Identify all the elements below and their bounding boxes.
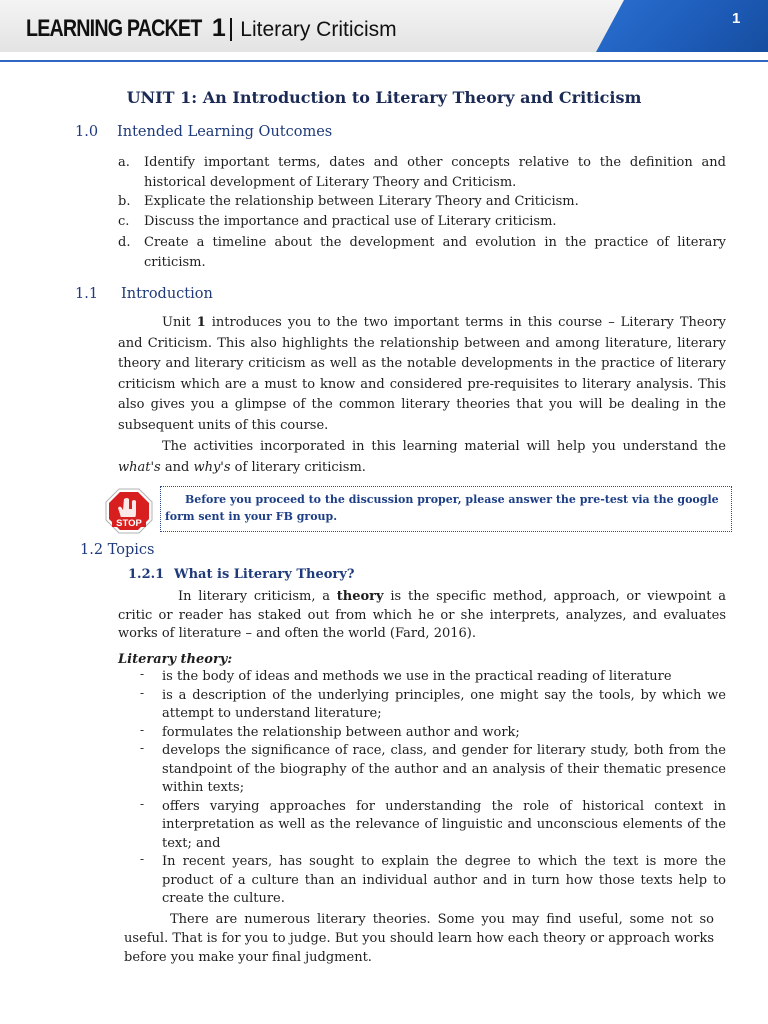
literary-theory-label: Literary theory: [118, 652, 233, 667]
outcomes-heading [75, 124, 332, 140]
dash-marker: - [140, 741, 145, 755]
topics-text: is the specific method, approach, or viewpoint a critic or reader has staked out from which he or she interprets, analyzes, and evaluates works of literature – and often the world (Fard, 2016). [118, 589, 726, 641]
list-item [140, 853, 726, 909]
list-item [140, 724, 726, 743]
list-item-text: formulates the relationship between author and work; [162, 724, 520, 740]
intro-bold-text: 1 [196, 315, 206, 330]
outcome-text: Create a timeline about the development and evolution in the practice of literary criticism. [144, 235, 726, 270]
topics-text: In literary criticism, a [178, 589, 337, 604]
outcomes-number: 1.0 [75, 124, 99, 140]
topics-bold-text: theory [336, 589, 384, 604]
outcome-text: Explicate the relationship between Literary Theory and Criticism. [144, 194, 579, 209]
introduction-paragraph-1 [118, 313, 726, 436]
dash-marker: - [140, 685, 145, 700]
closing-paragraph: There are numerous literary theories. Some you may find useful, some not so useful. That is for you to judge. But you should learn how each theory or approach works before you make your final judgment. [124, 912, 714, 965]
list-item-text: is the body of ideas and methods we use in the practical reading of literature [162, 669, 672, 684]
outcome-text: Discuss the importance and practical use of Literary criticism. [144, 213, 557, 229]
intro-text: and [160, 459, 194, 475]
introduction-heading [75, 286, 213, 302]
header-title [26, 12, 397, 44]
unit-title: UNIT 1: An Introduction to Literary Theory and Criticism [126, 88, 642, 107]
list-item-text: is a description of the underlying principles, one might say the tools, by which we attempt to understand literature; [162, 687, 726, 721]
literary-theory-list [140, 668, 726, 909]
subtopic-number: 1.2.1 [128, 567, 165, 582]
intro-text: introduces you to the two important terms in this course – Literary Theory and Criticism. This also highlights the relationship between and among literature, literary theory and literary criticism as well as the notable developments in the practice of literary criticism which are a must to know and considered pre-requisites to literary analysis. This also gives you a glimpse of the common literary theories that you will be dealing in the subsequent units of this course. [118, 315, 726, 433]
header-rule [0, 60, 768, 62]
drop-letter: U [162, 315, 173, 330]
dash-marker: - [140, 852, 145, 866]
packet-label: LEARNING PACKET [26, 15, 202, 42]
subtopic-title: What is Literary Theory? [174, 567, 355, 582]
intro-italic-text: what's [118, 459, 161, 475]
introduction-paragraph-2 [118, 437, 726, 478]
stop-sign-icon [104, 487, 154, 535]
outcome-item [118, 212, 726, 232]
outcome-item [118, 153, 726, 192]
intro-text: of literary criticism. [230, 459, 366, 475]
outcome-item [118, 192, 726, 212]
drop-letter: T [162, 439, 171, 454]
outcome-letter: d. [118, 235, 131, 250]
dash-marker: - [140, 796, 145, 811]
list-item-text: offers varying approaches for understanding the role of historical context in interpretation as well as the relevance of linguistic and unconscious elements of the text; and [162, 798, 726, 851]
topics-heading: 1.2 Topics [80, 542, 155, 558]
outcome-letter: c. [118, 213, 130, 229]
introduction-number: 1.1 [75, 286, 99, 302]
page-header [0, 0, 768, 66]
outcomes-list [118, 153, 726, 272]
outcome-item [118, 233, 726, 272]
intro-italic-text: why's [193, 459, 231, 475]
outcome-letter: b. [118, 194, 131, 209]
header-separator: | [227, 14, 235, 42]
list-item-text: develops the significance of race, class, and gender for literary study, both from the standpoint of the biography of the author and an analysis of their thematic presence within texts; [162, 743, 726, 795]
pretest-notice-box [160, 486, 732, 532]
list-item [140, 742, 726, 798]
dash-marker: - [140, 667, 145, 681]
intro-text: he activities incorporated in this learning material will help you understand the [170, 439, 726, 454]
outcome-letter: a. [118, 155, 130, 170]
list-item [140, 798, 726, 854]
packet-number: 1 [211, 14, 226, 42]
theory-definition-paragraph [118, 588, 726, 644]
list-item [140, 687, 726, 724]
subject-title: Literary Criticism [240, 18, 397, 41]
subtopic-heading [128, 567, 354, 582]
page-number: 1 [732, 10, 741, 27]
list-item-text: In recent years, has sought to explain the degree to which the text is more the product of a culture than an individual author and in turn how those texts help to create the culture. [162, 854, 726, 906]
intro-text: nit [172, 315, 197, 330]
list-item [140, 668, 726, 687]
outcomes-title: Intended Learning Outcomes [117, 124, 333, 140]
pretest-notice-text: Before you proceed to the discussion proper, please answer the pre-test via the google form sent in your FB group. [165, 493, 719, 523]
stop-sign-label: STOP [116, 518, 142, 529]
introduction-title: Introduction [121, 286, 213, 302]
outcome-text: Identify important terms, dates and other concepts relative to the definition and historical development of Literary Theory and Criticism. [144, 155, 726, 190]
dash-marker: - [140, 722, 145, 737]
header-blue-tab [596, 0, 768, 52]
